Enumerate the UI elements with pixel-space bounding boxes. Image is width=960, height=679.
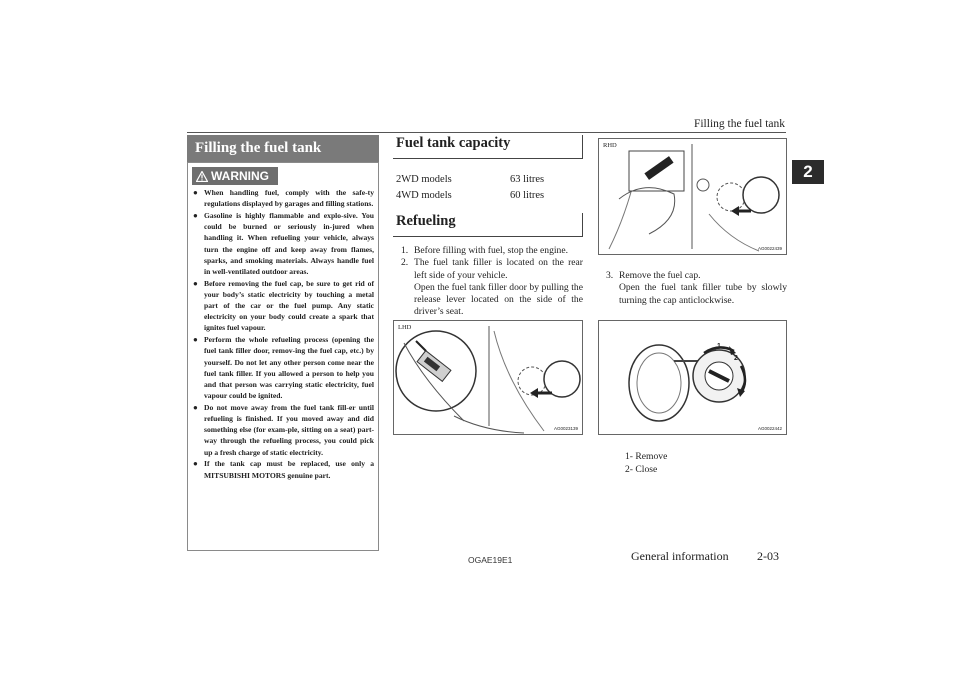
running-header: Filling the fuel tank — [693, 118, 785, 130]
step-detail: Open the fuel tank filler door by pulling the release lever located on the side of the driver’s seat. — [414, 281, 583, 318]
left-column — [187, 135, 379, 551]
warning-item — [192, 458, 374, 480]
rhd-label: RHD — [603, 142, 617, 149]
warning-text: If the tank cap must be replaced, use only a MITSUBISHI MOTORS genuine part. — [204, 459, 374, 480]
step-text: Remove the fuel cap. — [619, 270, 701, 281]
warning-item — [192, 210, 374, 277]
capacity-row — [393, 188, 583, 204]
bullet-icon: ● — [193, 402, 198, 412]
warning-triangle-icon — [196, 171, 208, 182]
section-banner: Filling the fuel tank — [187, 135, 379, 162]
warning-item — [192, 187, 374, 209]
warning-text: When handling fuel, comply with the safe-ty regulations displayed by garages and filling stations. — [204, 188, 374, 209]
refueling-steps-continued — [598, 270, 787, 282]
warning-item — [192, 402, 374, 458]
fuel-cap-figure — [598, 320, 787, 435]
step-item — [598, 270, 787, 282]
step-item — [393, 257, 583, 282]
capacity-heading: Fuel tank capacity — [393, 135, 583, 159]
chapter-tab: 2 — [792, 160, 824, 184]
warning-item — [192, 278, 374, 334]
step-number: 2. — [401, 257, 409, 269]
document-code: OGAE19E1 — [468, 555, 513, 565]
bullet-icon: ● — [193, 278, 198, 288]
legend-item: 1- Remove — [625, 451, 668, 462]
warning-text: Perform the whole refueling process (opening the fuel tank filler door, remov-ing the fuel cap, etc.) by yourself. Do not let any other person come near the fuel tank filler. If you allowed a person to help you and that person was carrying static electricity, fuel vapour could be ignited. — [204, 335, 374, 401]
step3-block — [598, 270, 787, 307]
middle-column — [393, 135, 583, 319]
capacity-table — [393, 172, 583, 204]
capacity-model: 4WD models — [396, 190, 452, 201]
step-item — [393, 245, 583, 257]
rhd-figure — [598, 138, 787, 255]
warning-text: Gasoline is highly flammable and explo-sive. You could be burned or seriously in-jured when handling it. When refueling your vehicle, always turn the engine off and keep away from flames, sparks, and smoking materials. Always handle fuel in well-ventilated outdoor areas. — [204, 210, 374, 276]
refueling-steps — [393, 245, 583, 282]
lhd-illustration — [394, 321, 583, 435]
step-text: The fuel tank filler is located on the rear left side of your vehicle. — [414, 257, 583, 281]
warning-text: Before removing the fuel cap, be sure to get rid of your body’s static electricity by touching a metal part of the car or the fuel pump. Any static electricity on your body could create a spark that ignites fuel vapour. — [204, 278, 374, 333]
footer-section: General information — [631, 549, 729, 563]
lhd-figure — [393, 320, 583, 435]
bullet-icon: ● — [193, 459, 198, 469]
bullet-icon: ● — [193, 188, 198, 197]
capacity-row — [393, 172, 583, 188]
warning-list — [192, 187, 374, 481]
rhd-illustration — [599, 139, 787, 255]
step-text: Before filling with fuel, stop the engine. — [414, 245, 568, 256]
step-number: 1. — [401, 245, 409, 256]
figure-code: AG0022442 — [757, 426, 782, 431]
legend-item: 2- Close — [625, 463, 658, 475]
lhd-label: LHD — [398, 324, 412, 331]
capacity-value: 60 litres — [510, 190, 545, 201]
refueling-heading: Refueling — [393, 213, 583, 237]
step-number: 3. — [606, 270, 614, 281]
page-number: 2-03 — [757, 549, 779, 563]
bullet-icon: ● — [193, 335, 198, 345]
warning-text: Do not move away from the fuel tank fill-er until refueling is finished. If you moved away and did something else (for exam-ple, sitting on a seat) part-way through the refueling process, you could pick up a fresh charge of static electricity. — [204, 402, 374, 457]
warning-box — [187, 162, 379, 551]
warning-header — [192, 167, 278, 185]
bullet-icon: ● — [193, 210, 198, 220]
warning-label: WARNING — [211, 169, 269, 183]
callout-2: 2 — [734, 355, 738, 362]
capacity-value: 63 litres — [510, 174, 545, 185]
figure-code: AG0022439 — [757, 246, 782, 251]
callout-1: 1 — [717, 343, 721, 350]
figure-legend — [625, 451, 667, 476]
step-detail: Open the fuel tank filler tube by slowly turning the cap anticlockwise. — [619, 282, 787, 306]
figure-code: AG0023139 — [553, 426, 578, 431]
capacity-model: 2WD models — [396, 174, 452, 185]
fuel-cap-illustration — [599, 321, 787, 435]
header-rule — [187, 132, 786, 133]
warning-item — [192, 334, 374, 401]
